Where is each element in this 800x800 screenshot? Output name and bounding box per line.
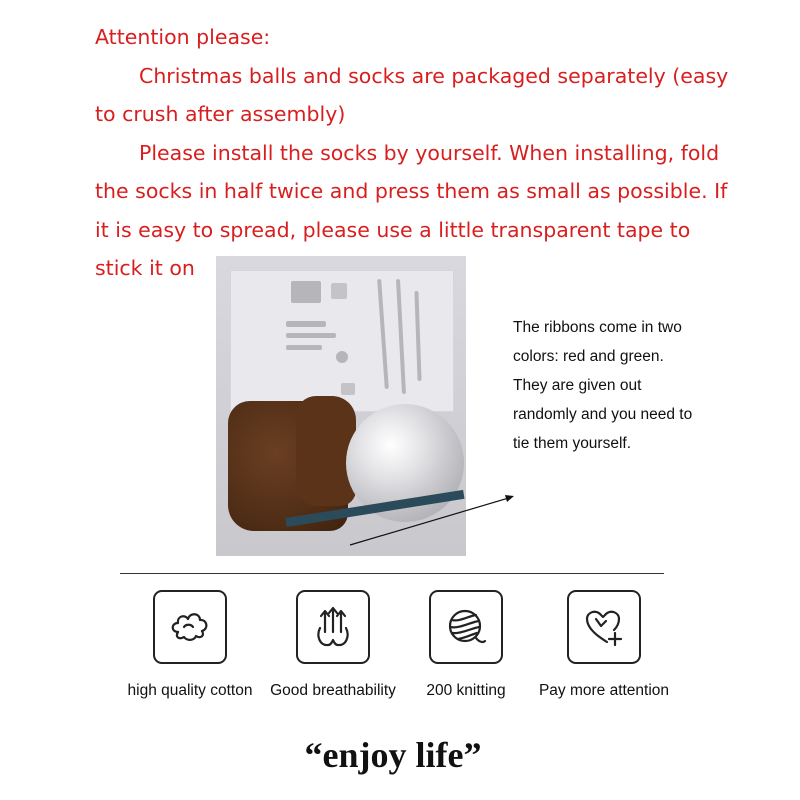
feature-cotton	[115, 590, 265, 705]
heart-plus-icon	[567, 590, 641, 664]
feature-knitting	[391, 590, 541, 705]
feature-knitting-label: 200 knitting	[426, 682, 506, 699]
section-divider	[120, 573, 664, 574]
notice-paragraph-installation: Please install the socks by yourself. When installing, fold the socks in half twice and press them as small as possible. If it is easy to spread, please use a little transparent tape to stick it on	[95, 140, 728, 280]
notice-heading: Attention please:	[95, 25, 271, 49]
feature-breathability	[258, 590, 408, 705]
slogan: “enjoy life”	[304, 735, 482, 775]
feature-attention	[529, 590, 679, 705]
attention-notice	[95, 18, 735, 288]
feature-cotton-label: high quality cotton	[127, 682, 253, 699]
packaging-bag	[230, 270, 454, 412]
product-photo	[216, 256, 466, 556]
feature-breathability-label: Good breathability	[270, 682, 396, 699]
yarn-ball-icon	[429, 590, 503, 664]
notice-paragraph-packaging: Christmas balls and socks are packaged separately (easy to crush after assembly)	[95, 63, 729, 126]
ribbon-color-note: The ribbons come in two colors: red and green. They are given out randomly and you need to tie them yourself.	[513, 319, 693, 452]
feature-attention-label: Pay more attention	[538, 682, 670, 699]
cotton-icon	[153, 590, 227, 664]
breathability-icon	[296, 590, 370, 664]
